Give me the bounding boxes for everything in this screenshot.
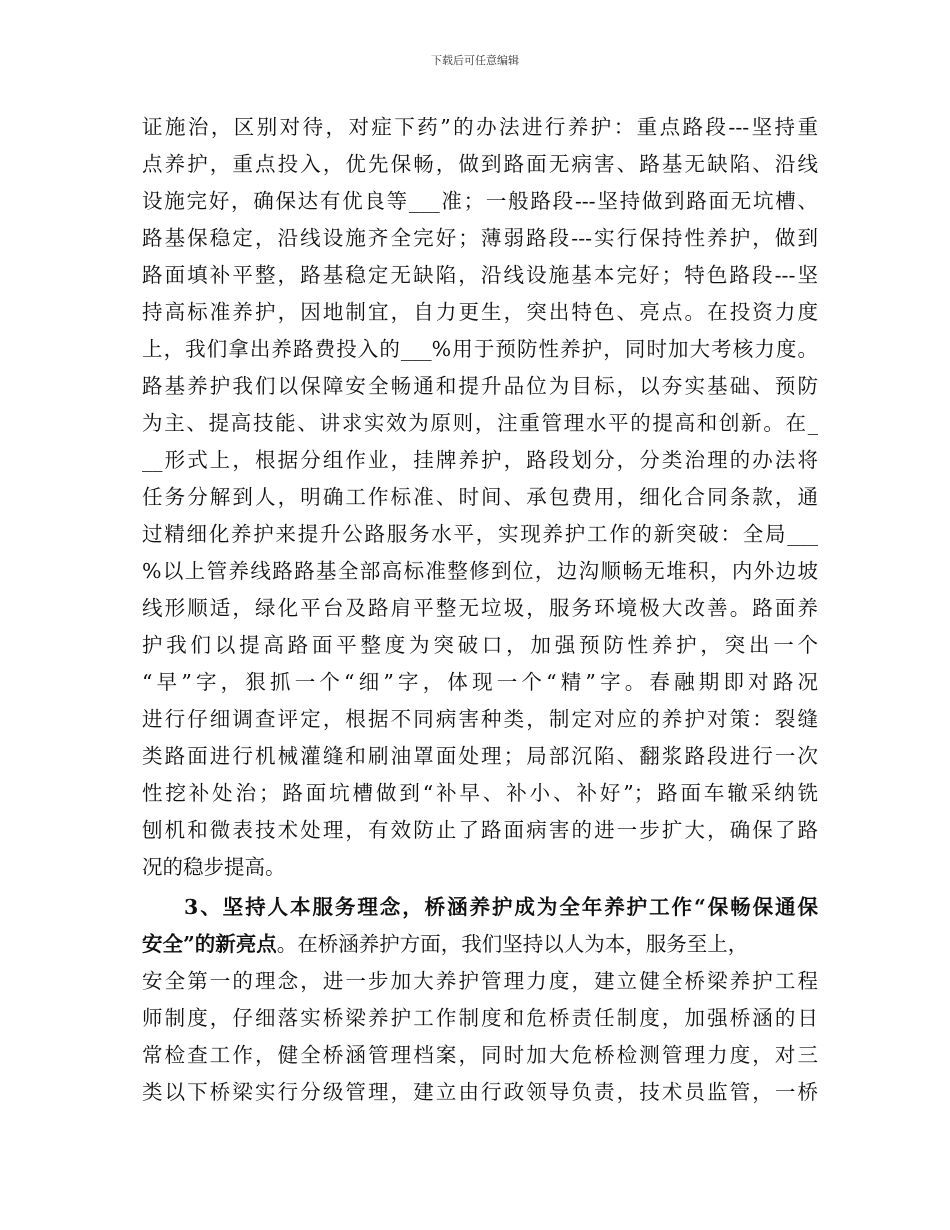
paragraph-line: 设施完好，确保达有优良等___准；一般路段---坚持做到路面无坑槽、 (142, 189, 818, 213)
paragraph-line: 路基养护我们以保障安全畅通和提升品位为目标，以夯实基础、预防 (142, 374, 818, 398)
paragraph-text: 。在桥涵养护方面，我们坚持以人为本，服务至上， (276, 932, 749, 956)
paragraph-line: 路面填补平整，路基稳定无缺陷，沿线设施基本完好；特色路段---坚 (142, 263, 818, 287)
paragraph-line: 况的稳步提高。 (142, 855, 286, 879)
paragraph-line: 点养护，重点投入，优先保畅，做到路面无病害、路基无缺陷、沿线 (142, 152, 818, 176)
paragraph-line: 进行仔细调查评定，根据不同病害种类，制定对应的养护对策：裂缝 (142, 707, 818, 731)
paragraph-line: 性挖补处治；路面坑槽做到“补早、补小、补好”；路面车辙采纳铣 (142, 781, 818, 805)
paragraph-line: 刨机和微表技术处理，有效防止了路面病害的进一步扩大，确保了路 (142, 818, 818, 842)
paragraph-line: 为主、提高技能、讲求实效为原则，注重管理水平的提高和创新。在_ (142, 411, 818, 435)
paragraph-line: 上，我们拿出养路费投入的___%用于预防性养护，同时加大考核力度。 (142, 337, 818, 361)
section-heading: 3、坚持人本服务理念，桥涵养护成为全年养护工作“保畅保通保 (184, 895, 818, 919)
paragraph-line: 路基保稳定，沿线设施齐全完好；薄弱路段---实行保持性养护，做到 (142, 226, 818, 250)
paragraph-line: 安全第一的理念，进一步加大养护管理力度，建立健全桥梁养护工程 (142, 969, 818, 993)
paragraph-line: 师制度，仔细落实桥梁养护工作制度和危桥责任制度，加强桥涵的日 (142, 1006, 818, 1030)
paragraph-line: 护我们以提高路面平整度为突破口，加强预防性养护，突出一个 (142, 633, 818, 657)
paragraph-line: 证施治，区别对待，对症下药”的办法进行养护：重点路段---坚持重 (142, 115, 818, 139)
paragraph-line: 任务分解到人，明确工作标准、时间、承包费用，细化合同条款，通 (142, 485, 818, 509)
paragraph-line: __形式上，根据分组作业，挂牌养护，路段划分，分类治理的办法将 (142, 448, 818, 472)
section-heading-line (142, 927, 748, 961)
paragraph-line: 线形顺适，绿化平台及路肩平整无垃圾，服务环境极大改善。路面养 (142, 596, 818, 620)
paragraph-line: 过精细化养护来提升公路服务水平，实现养护工作的新突破：全局___ (142, 522, 818, 546)
paragraph-line: 持高标准养护，因地制宜，自力更生，突出特色、亮点。在投资力度 (142, 300, 818, 324)
paragraph-line: 类路面进行机械灌缝和刷油罩面处理；局部沉陷、翻浆路段进行一次 (142, 744, 818, 768)
page-header: 下载后可任意编辑 (431, 54, 519, 67)
paragraph-line: “早”字，狠抓一个“细”字，体现一个“精”字。春融期即对路况 (142, 670, 818, 694)
paragraph-line: 类以下桥梁实行分级管理，建立由行政领导负责，技术员监管，一桥 (142, 1080, 818, 1104)
section-heading-end: 安全”的新亮点 (142, 932, 277, 956)
paragraph-line: 常检查工作，健全桥涵管理档案，同时加大危桥检测管理力度，对三 (142, 1043, 818, 1067)
paragraph-line: %以上管养线路路基全部高标准整修到位，边沟顺畅无堆积，内外边坡 (142, 559, 818, 583)
